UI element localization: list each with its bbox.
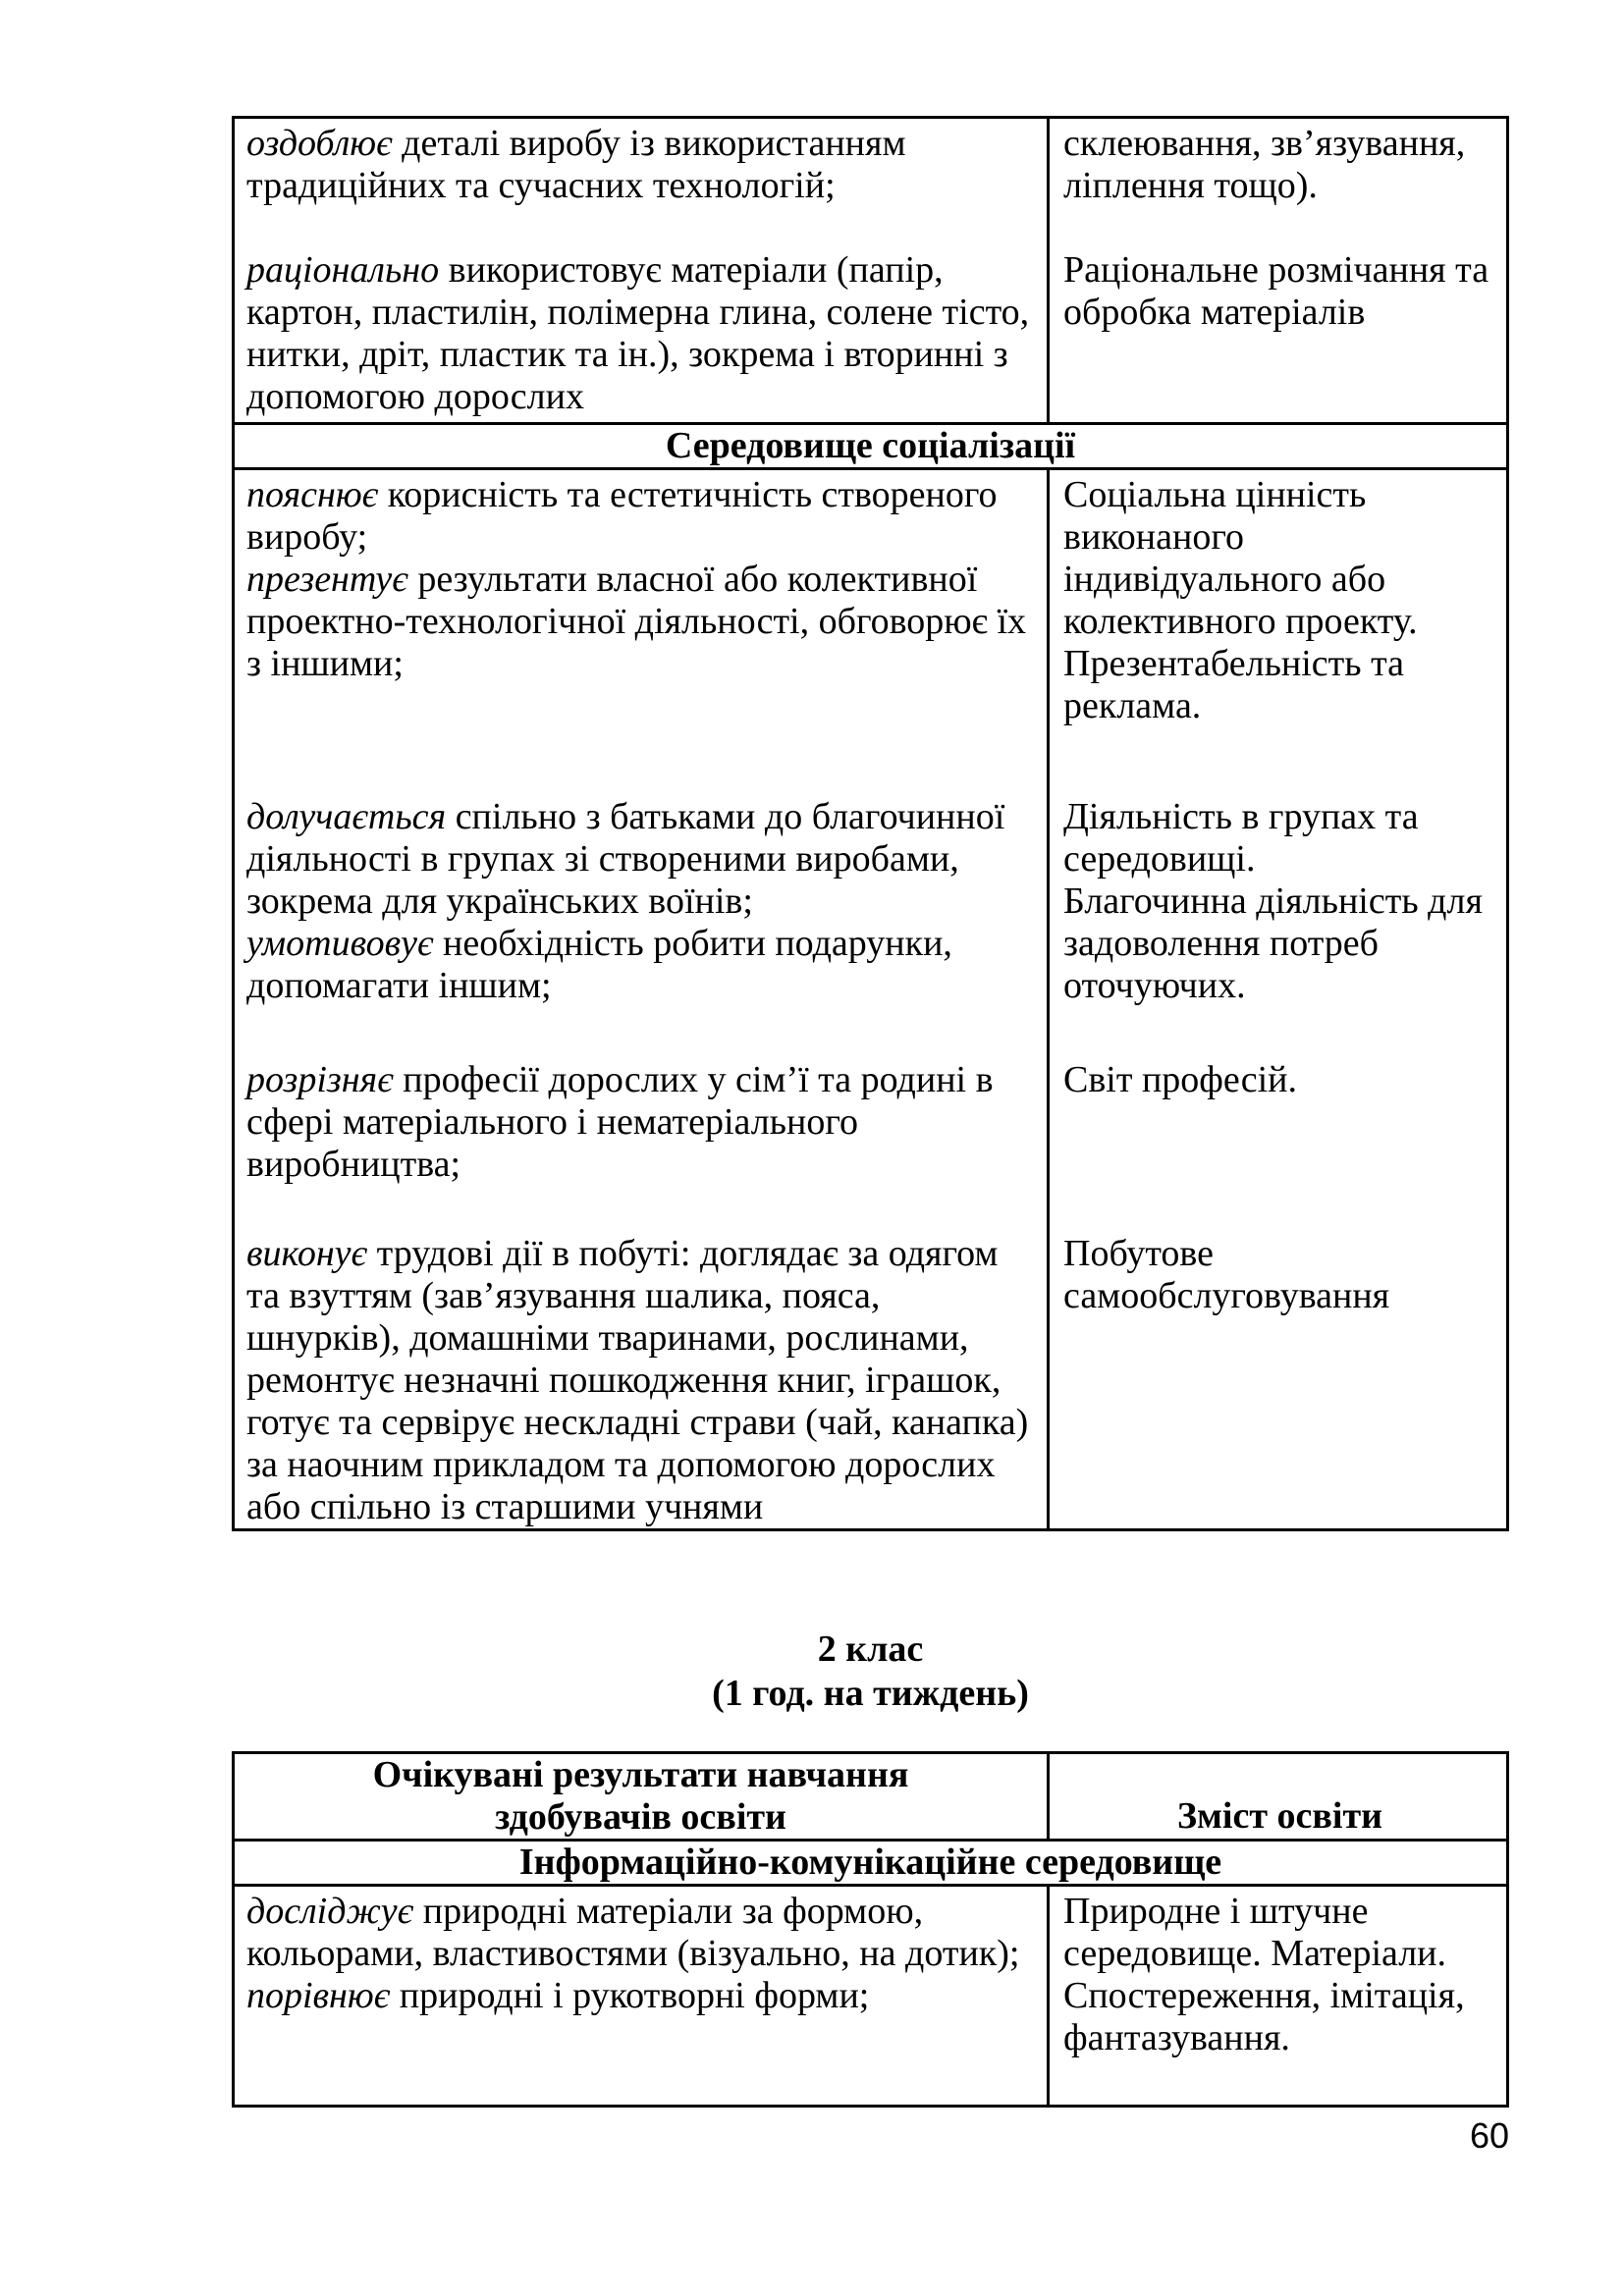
outcomes-table-1 [232, 116, 1509, 1531]
paragraph [246, 1233, 1035, 1528]
section-header-information [235, 1842, 1506, 1887]
paragraph-text: спільно з батьками до благочинної діяльності в групах зі створеними виробами, зокрема для українських воїнів; [246, 796, 1005, 922]
table1-soc-row-1 [235, 470, 1506, 792]
paragraph [246, 474, 1035, 559]
paragraph: Природне і штучне середовище. Матеріали. Спостереження, імітація, фантазування. [1063, 1891, 1465, 2058]
content-cell [1050, 1055, 1506, 1229]
class-heading-line2: (1 год. на тиждень) [712, 1673, 1029, 1714]
paragraph: склеювання, зв’язування, ліплення тощо). [1063, 123, 1466, 206]
paragraph: Побутове самообслуговування [1063, 1233, 1390, 1316]
content-cell [1050, 470, 1506, 792]
column-header-outcomes [235, 1754, 1050, 1839]
page-number: 60 [1469, 2115, 1509, 2156]
paragraph [246, 1891, 1035, 1975]
column-header-line1: Очікувані результати навчання [372, 1754, 909, 1795]
paragraph [246, 559, 1035, 685]
outcomes-cell [235, 792, 1050, 1055]
lead-verb: оздоблює [246, 123, 393, 164]
paragraph [246, 796, 1035, 923]
paragraph: Діяльність в групах та середовищі. [1063, 796, 1419, 880]
paragraph [246, 1059, 1035, 1186]
outcomes-cell [235, 119, 1050, 422]
paragraph [246, 123, 1035, 207]
table1-soc-row-3 [235, 1055, 1506, 1229]
paragraph-text: результати власної або колективної проектно-технологічної діяльності, обговорює їх з іншими; [246, 559, 1027, 684]
paragraph: Світ професій. [1063, 1059, 1297, 1100]
outcomes-cell [235, 470, 1050, 792]
lead-verb: долучається [246, 796, 447, 837]
paragraph-text: природні і рукотворні форми; [390, 1975, 870, 2016]
section-header-socialization [235, 425, 1506, 470]
lead-verb: досліджує [246, 1891, 414, 1932]
paragraph: Соціальна цінність виконаного індивідуального або колективного проекту. Презентабельність та реклама. [1063, 474, 1418, 726]
content-cell [1050, 1887, 1506, 2105]
content-cell [1050, 792, 1506, 1055]
column-header-text: Зміст освіти [1176, 1795, 1383, 1837]
lead-verb: умотивовує [246, 923, 434, 964]
lead-verb: розрізняє [246, 1059, 394, 1100]
paragraph [246, 923, 1035, 1007]
paragraph: Раціональне розмічання та обробка матеріалів [1063, 249, 1489, 333]
paragraph-text: деталі виробу із використанням традиційних та сучасних технологій; [246, 123, 906, 206]
paragraph-text: трудові дії в побуті: доглядає за одягом та взуттям (зав’язування шалика, пояса, шнурків), домашніми тваринами, рослинами, ремонтує незначні пошкодження книг, іграшок, готує та сервірує нескладні страви (чай, канапка) за наочним прикладом та допомогою дорослих або спільно із старшими учнями [246, 1233, 1029, 1527]
column-header-line2: здобувачів освіти [495, 1796, 786, 1838]
paragraph: Благочинна діяльність для задоволення потреб оточуючих. [1063, 881, 1483, 1006]
outcomes-cell [235, 1055, 1050, 1229]
table1-soc-row-2 [235, 792, 1506, 1055]
outcomes-cell [235, 1229, 1050, 1528]
page-body [232, 116, 1509, 2108]
paragraph [246, 1975, 1035, 2017]
lead-verb: презентує [246, 559, 408, 600]
paragraph-text: необхідність робити подарунки, допомагати іншим; [246, 923, 952, 1006]
paragraph-text: корисність та естетичність створеного виробу; [246, 474, 998, 558]
lead-verb: порівнює [246, 1975, 391, 2016]
column-header-content [1050, 1754, 1506, 1839]
outcomes-cell [235, 1887, 1050, 2105]
table1-soc-row-4 [235, 1229, 1506, 1528]
content-cell [1050, 119, 1506, 422]
paragraph [246, 249, 1035, 418]
paragraph-text: професії дорослих у сім’ї та родині в сфері матеріального і нематеріального виробництва; [246, 1059, 994, 1185]
section-title: Середовище соціалізації [665, 425, 1076, 466]
section-title: Інформаційно-комунікаційне середовище [518, 1842, 1222, 1883]
class-heading [232, 1628, 1509, 1716]
class-heading-line1: 2 клас [817, 1629, 924, 1670]
content-cell [1050, 1229, 1506, 1528]
lead-verb: виконує [246, 1233, 368, 1274]
table2-row-1 [235, 1887, 1506, 2105]
table1-row-a [235, 119, 1506, 425]
lead-verb: раціонально [246, 249, 440, 291]
paragraph-text: використовує матеріали (папір, картон, пластилін, полімерна глина, солене тісто, нитки, дріт, пластик та ін.), зокрема і вторинні з допомогою дорослих [246, 249, 1030, 417]
paragraph-text: природні матеріали за формою, кольорами, властивостями (візуально, на дотик); [246, 1891, 1020, 1974]
table2-header-row [235, 1754, 1506, 1842]
outcomes-table-2 [232, 1751, 1509, 2108]
lead-verb: пояснює [246, 474, 379, 515]
